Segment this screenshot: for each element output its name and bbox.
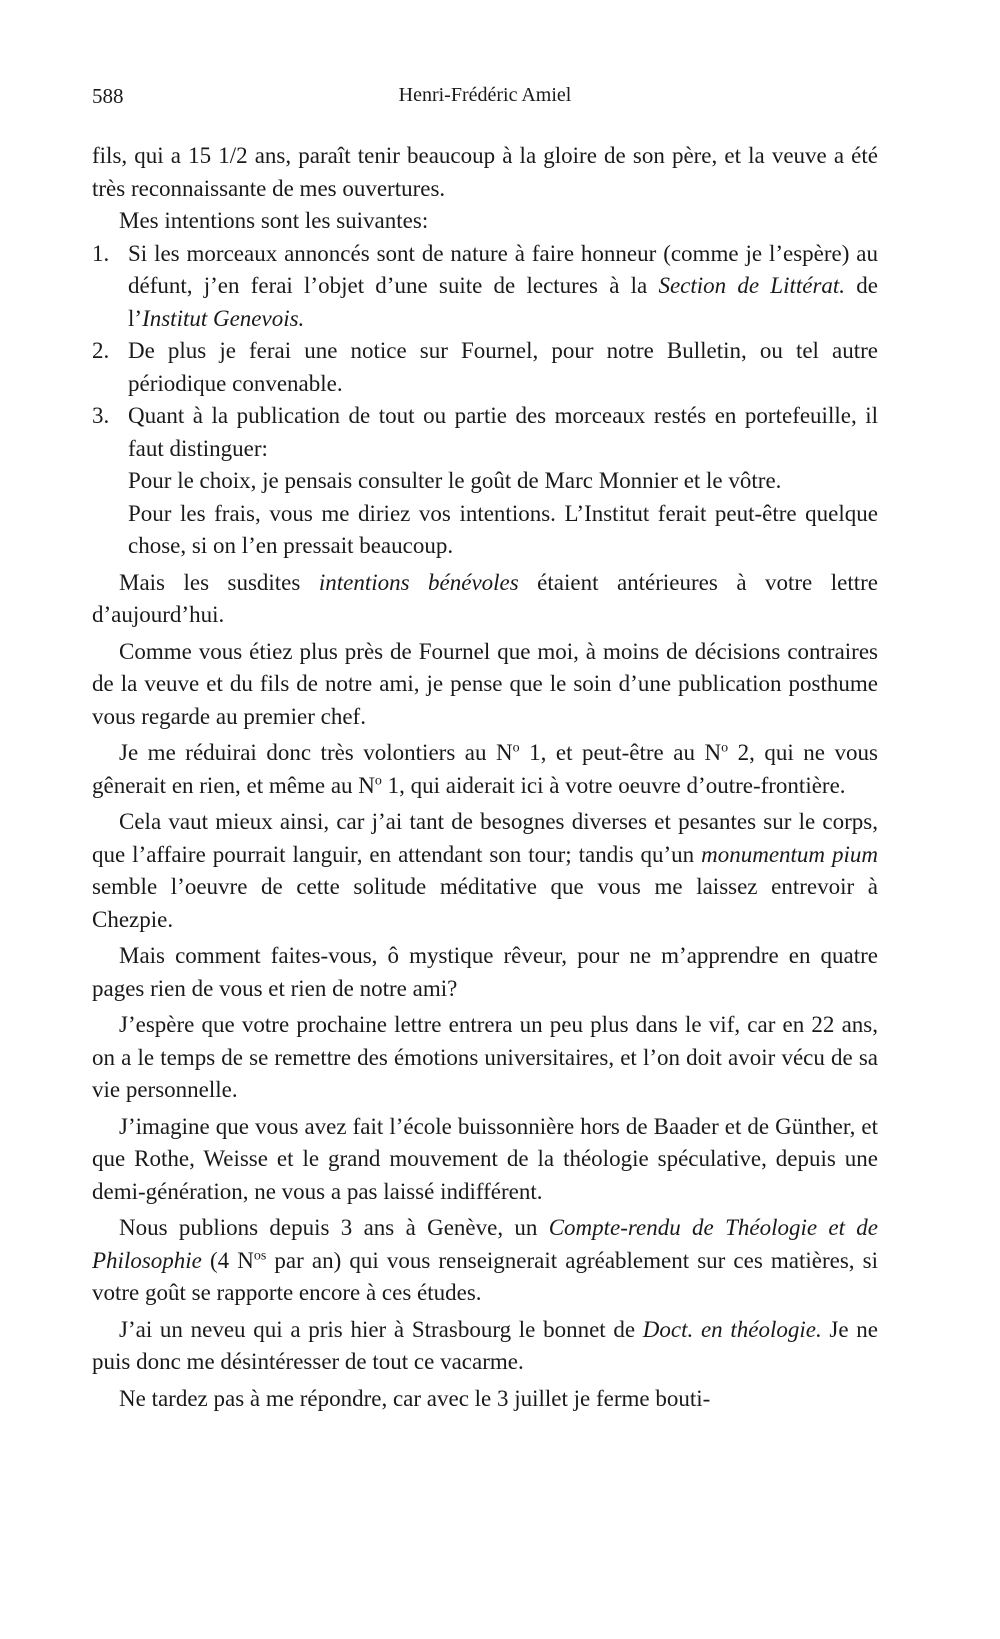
list-number: 1. (92, 240, 110, 266)
paragraph-11 (92, 1314, 878, 1379)
paragraph-2: Mes intentions sont les suivantes: (119, 208, 429, 233)
text-run: (4 N (201, 1247, 254, 1273)
superscript: o (721, 740, 729, 756)
list-item-2 (92, 335, 878, 400)
list-item-1 (92, 238, 878, 336)
list-sub-paragraph-2: Pour les frais, vous me diriez vos intentions. L’Institut ferait peut-être quelque chose, si on l’en pressait beaucoup. (128, 500, 878, 558)
text-run: étaient antérieures à votre lettre d’aujourd’hui. (92, 569, 878, 627)
list-text: Quant à la publication de tout ou partie des morceaux restés en portefeuille, il faut distinguer: (128, 403, 878, 461)
list-text: Si les morceaux annoncés sont de nature à faire honneur (comme je l’espère) au défunt, j’en ferai l’objet d’une suite de lectures à la (128, 240, 878, 298)
paragraph-9: J’imagine que vous avez fait l’école buissonnière hors de Baader et de Günther, et que Rothe, Weisse et le grand mouvement de la théologie spéculative, depuis une demi-génération, ne vous a pas laissé indifférent. (92, 1113, 878, 1204)
page-header (92, 84, 878, 118)
paragraph-12: Ne tardez pas à me répondre, car avec le 3 juillet je ferme bouti- (119, 1385, 711, 1411)
superscript: o (374, 772, 382, 788)
text-run: Je ne puis donc me désintéresser de tout ce vacarme. (92, 1316, 878, 1374)
letter-body (92, 140, 878, 1415)
list-item-3 (92, 400, 878, 465)
italic-text: monumentum pium (701, 841, 878, 867)
superscript: o (512, 740, 520, 756)
text-run: J’ai un neveu qui a pris hier à Strasbourg le bonnet de (119, 1316, 643, 1342)
list-number: 3. (92, 403, 110, 428)
italic-text: Compte-rendu de Théologie et de Philosophie (92, 1215, 878, 1273)
list-text: De plus je ferai une notice sur Fournel, pour notre Bulletin, ou tel autre périodique convenable. (128, 338, 878, 396)
paragraph-5 (92, 737, 878, 802)
text-run: Je me réduirai donc très volontiers au N (119, 740, 513, 765)
list-text: de l’ (128, 273, 878, 331)
italic-text: Doct. en théologie. (642, 1316, 822, 1342)
italic-text: Section de Littérat. (658, 273, 846, 298)
text-run: Cela vaut mieux ainsi, car j’ai tant de besognes diverses et pesantes sur le corps, que l’affaire pourrait languir, en attendant son tour; tandis qu’un (92, 809, 878, 867)
text-run: 2, qui ne vous gênerait en rien, et même au N (92, 740, 878, 798)
text-run: Mais les susdites (119, 569, 319, 595)
text-run: Nous publions depuis 3 ans à Genève, un (119, 1215, 549, 1240)
text-run: par an) qui vous renseignerait agréablement sur ces matières, si votre goût se rapporte encore à ces études. (92, 1247, 878, 1305)
paragraph-7: Mais comment faites-vous, ô mystique rêveur, pour ne m’apprendre en quatre pages rien de vous et rien de notre ami? (92, 943, 878, 1001)
italic-text: intentions bénévoles (318, 569, 519, 595)
paragraph-8: J’espère que votre prochaine lettre entrera un peu plus dans le vif, car en 22 ans, on a le temps de se remettre des émotions universitaires, et l’on doit avoir vécu de sa vie personnelle. (92, 1012, 878, 1102)
running-title: Henri-Frédéric Amiel (398, 84, 572, 106)
paragraph-10 (92, 1212, 878, 1310)
paragraph-4: Comme vous étiez plus près de Fournel que moi, à moins de décisions contraires de la veuve et du fils de notre ami, je pense que le soin d’une publication posthume vous regarde au premier chef. (92, 638, 878, 729)
list-sub-paragraph-1: Pour le choix, je pensais consulter le goût de Marc Monnier et le vôtre. (128, 468, 782, 493)
page-number: 588 (92, 84, 124, 108)
list-number: 2. (92, 338, 110, 363)
text-run: 1, qui aiderait ici à votre oeuvre d’outre-frontière. (381, 772, 846, 798)
text-run: 1, et peut-être au N (519, 740, 722, 765)
paragraph-3 (92, 567, 878, 632)
superscript: os (253, 1247, 267, 1263)
text-run: semble l’oeuvre de cette solitude méditative que vous me laissez entrevoir à Chezpie. (92, 874, 878, 932)
paragraph-6 (92, 806, 878, 936)
paragraph-1: fils, qui a 15 1/2 ans, paraît tenir beaucoup à la gloire de son père, et la veuve a été très reconnaissante de mes ouvertures. (92, 143, 878, 201)
italic-text: Institut Genevois. (142, 305, 305, 331)
